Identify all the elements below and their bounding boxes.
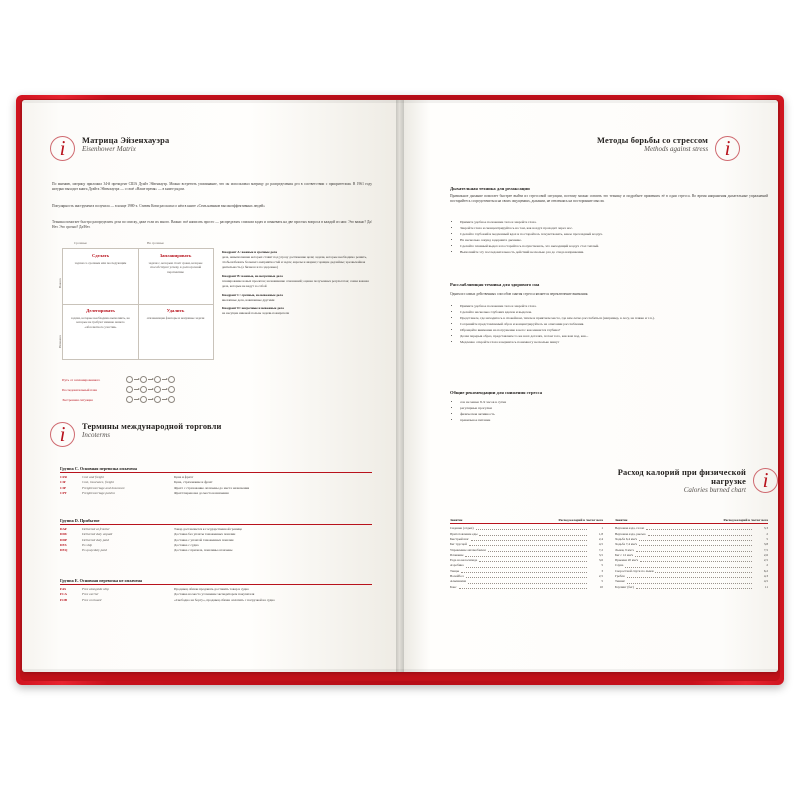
incoterm-row: DAF Delivered at frontier Товар доставляется к государственной границе bbox=[60, 527, 242, 531]
list-item: • правильное питание bbox=[460, 418, 774, 423]
list-item: • Сделайте плавный выдох и постарайтесь почувствовать, что выходящий воздух стал теплый. bbox=[460, 244, 774, 249]
stress-sub-2-text: Одним из самых действенных способов снятия стресса является переключение внимания. bbox=[450, 292, 589, 296]
table-row: Танцы 3 Скоростной спуск по лыжи 6,2 bbox=[450, 568, 768, 573]
quadrant-note-b: Квадрант B: важные, но несрочные дела планирование новых проектов; налаживание отношений; оценка полученных результатов; самая важная дела, которые не ведут за собой bbox=[222, 273, 369, 288]
left-section-eisenhower-header bbox=[50, 136, 170, 160]
eisenhower-intro-1: По мнению, матрицу приложил 34-й президент США Дуайт Эйзенхауэр. Можно встретить упоминание, что он использовал матрицу до распределения дел в соответствии с приоритетами. В 1961 году натурно выходит книга Дуайта Эйзенхауэра — о своё «Наше время» — в книге рядом. bbox=[52, 182, 372, 192]
legend-chain bbox=[126, 386, 175, 393]
list-item: • Делая перерыв образ, представляем то же всех деталях, потом того, как вам под, как... bbox=[460, 334, 774, 339]
matrix-cell-do: Сделать задачи со срочным или последующим bbox=[74, 253, 127, 265]
matrix-row-label-not-important: Неважно bbox=[58, 335, 62, 348]
table-row: Волейбол 2,5 Гребля 4,3 bbox=[450, 574, 768, 579]
eisenhower-intro-3: Техника помогает быстро распределить дела по списку, даже если их много. Важно: всё написать просто — распределять списком задач и сомневать на две простых вопроса в каждой из них: Это важно? Да/Нет. Это срочно? Да/Нет. bbox=[52, 220, 372, 230]
list-item: • Обращайте внимание на погружение в него: как меняется глубина? bbox=[460, 328, 774, 333]
eisenhower-matrix bbox=[62, 248, 214, 360]
list-item: • Сохраняйте представляемый образ и концентрируйтесь на описании расслабления. bbox=[460, 322, 774, 327]
incoterm-row: CPT Freight/carriage paid to Фрахт/перевозка до места назначения bbox=[60, 490, 229, 495]
notebook-pages bbox=[22, 100, 778, 672]
stress-general-list bbox=[454, 400, 774, 424]
legend-chain bbox=[126, 396, 175, 403]
incoterms-title-ru: Термины международной торговли bbox=[82, 422, 222, 431]
stress-breathing-list bbox=[454, 220, 774, 256]
matrix-col-label-urgent: Срочные bbox=[74, 241, 87, 245]
incoterm-row: CIF Cost, insurance, freight Цена, страхование и фрахт bbox=[60, 480, 213, 485]
incoterms-title-en: Incoterms bbox=[82, 431, 110, 439]
incoterm-row: DDU Delivered duty unpaid Доставка без уплаты таможенных пошлин bbox=[60, 532, 236, 537]
stress-sub-1: Дыхательная техника для релаксации bbox=[450, 186, 530, 191]
incoterms-group-c: Группа C. Основная перевозка оплачена CFR Cost and freight Цена и фрахт CIF Cost, insurance, freight Цена, страхование и фрахт CIP Freight/carriage and insurance Фрахт с страхование оплачены до места назначения CPT Freight/carriage paid to Фрахт/перевозка до места назначения bbox=[60, 466, 372, 496]
list-item: • Примите удобное положение тела и закройте глаза. bbox=[460, 220, 774, 225]
matrix-col-label-not-urgent: Не срочные bbox=[147, 241, 164, 245]
legend-row-emergency: Экстренная ситуация bbox=[62, 396, 232, 403]
incoterm-row: FOB Free on board «Свободно на борту», продавец обязан оплатить с погрузкой на судно bbox=[60, 597, 275, 602]
list-item: • физическая активность bbox=[460, 412, 774, 417]
info-icon: i bbox=[50, 422, 75, 447]
right-section-stress-header bbox=[597, 136, 740, 160]
table-row: Управление автомобилем 7,2 Лыжи, 9 км/ч 7,5 bbox=[450, 547, 768, 552]
table-row: Быстрый шаг 2,4 Ходьба 6,4 км/ч 5 bbox=[450, 536, 768, 541]
incoterm-row: DEQ Ex quay/duty paid Доставка с причала, пошлины оплачены bbox=[60, 548, 233, 553]
stress-sleep-list bbox=[454, 304, 774, 346]
table-row: Приготовление еды 1,8 Верховая езда, рысью 2 bbox=[450, 531, 768, 536]
stress-title-en: Methods against stress bbox=[644, 145, 709, 153]
list-item: • сон не менее 8–9 часов в сутки bbox=[460, 400, 774, 405]
quadrant-notes bbox=[222, 250, 372, 316]
stress-title-ru: Методы борьбы со стрессом bbox=[597, 136, 709, 145]
list-item: • Выполняйте эту последовательность действий несколько раз до спада напряжения. bbox=[460, 250, 774, 255]
incoterm-row: FCA Free carrier Доставка на место уточнение экспедитором покупателя bbox=[60, 592, 255, 597]
info-icon: i bbox=[50, 136, 75, 161]
list-item: • Сделайте несколько глубоких вдохов и выдохов. bbox=[460, 310, 774, 315]
quadrant-note-a: Квадрант А: важные и срочные дела дела, невыполнение которых ставит под угрозу достижение цели; задачи, которые необходимо решить, чтобы избежать большего неприятностей и задач; авралы и аварии; горящие дедлайны; чрезвычайная деятельность (а бизнесе и по здоровью) bbox=[222, 250, 367, 269]
info-icon: i bbox=[715, 136, 740, 161]
flow-legend bbox=[62, 376, 232, 406]
incoterm-row: CIP Freight/carriage and insurance Фрахт с страхование оплачены до места назначения bbox=[60, 485, 250, 490]
calories-title-en: Calories burned chart bbox=[683, 486, 746, 494]
eisenhower-title-en: Eisenhower Matrix bbox=[82, 145, 136, 153]
list-item: • Закройте глаза и сконцентрируйтесь на том, как воздух проходит через нос. bbox=[460, 226, 774, 231]
table-row: Бег трусцой 4,5 Ходьба 7,4 км/ч 3,8 bbox=[450, 542, 768, 547]
quadrant-note-c: Квадрант C: срочные, но неважные дела внезапные дела, навязанные другими bbox=[222, 292, 283, 302]
incoterm-row: CFR Cost and freight Цена и фрахт bbox=[60, 475, 194, 479]
stress-sub-2: Расслабляющая техника для здорового сна bbox=[450, 282, 540, 287]
table-row: Аэробика 5 Сауна 2 bbox=[450, 563, 768, 568]
list-item: • Примите удобное положение тела и закройте глаза. bbox=[460, 304, 774, 309]
list-item: • Представьте, где находитесь в спокойном, тихом и приятном месте, где вам легко расслабиться (например, в лесу, на пляже и т.п.). bbox=[460, 316, 774, 321]
table-row: Бокс 10 Боулинг (бег) 11 bbox=[450, 584, 768, 589]
legend-row-sequential: Последовательный план bbox=[62, 386, 232, 393]
calories-table-header: Занятие Расход калорий в час/кг веса Занятие Расход калорий в час/кг веса bbox=[450, 518, 768, 524]
incoterms-group-d: Группа D. Прибытие DAF Delivered at frontier Товар доставляется к государственной границе DDU Delivered duty unpaid Доставка без уплаты таможенных пошлин DDP Delivered duty paid Доставка с уплатой таможенных пошлин DES Ex ship Доставка с судна DEQ Ex quay/duty paid Доставка с причала, пошлины оплачены bbox=[60, 518, 372, 553]
matrix-cell-plan: Запланировать задачи с, которым стоит сроки, которые способствуют успеху, в долгосрочной перспективе bbox=[148, 253, 203, 274]
table-row: Езда на велосипеде 3,6 Прыжки 20 км/ч 2,5 bbox=[450, 558, 768, 563]
matrix-cell-delete: Удалить отвлекающие факторы и ненужные задачи bbox=[146, 308, 205, 320]
eisenhower-intro-2: Популярность инструмента получила — в конце 1980-х. Стивен Кови рассказал о нём в книге «Семь навыков высокоэффективных людей» bbox=[52, 204, 266, 208]
list-item: • Медленно откройте глаза и вернитесь понемногу несколько минут bbox=[460, 340, 774, 345]
table-row: Альпинизм 5 Теннис 4,5 bbox=[450, 579, 768, 584]
quadrant-note-d: Квадрант D: несрочные и неважные дела не несущие никакой пользы задачи-пожиратели bbox=[222, 306, 290, 316]
incoterm-row: FAS Free alongside ship Продавец обязан продавать доставить товар в судно bbox=[60, 587, 249, 591]
info-icon: i bbox=[753, 468, 778, 493]
list-item: • Сделайте глубокий и медленный вдох и постарайтесь почувствовать, какое прохладный воздух. bbox=[460, 232, 774, 237]
legend-row-planned: Путь от запланированного bbox=[62, 376, 232, 383]
calories-table bbox=[450, 518, 768, 590]
matrix-cell-delegate: Делегировать задачи, которые необходимо выполнить, но которые не требуют именно вашего «абсолютного участия» bbox=[71, 308, 130, 329]
table-row: Плавание 3,5 Бег с 12 км/ч 2,6 bbox=[450, 552, 768, 557]
notebook-spine bbox=[396, 100, 404, 672]
incoterm-row: DES Ex ship Доставка с судна bbox=[60, 542, 199, 547]
incoterms-group-e: Группа E. Основная перевозка не оплачена FAS Free alongside ship Продавец обязан продавать доставить товар в судно FCA Free carrier Доставка на место уточнение экспедитором покупателя FOB Free on board «Свободно на борту», продавец обязан оплатить с погрузкой на судно bbox=[60, 578, 372, 603]
right-section-calories-header bbox=[597, 468, 778, 494]
stress-sub-1-text: Правильное дыхание помогает быстрее выйти из стрессовой ситуации, поэтому можно освоить это технику и подробнее применять её в одни стресса. Во время напряжения дыхательные упражнений постарайтесь сосредоточиться на своих ощущениях, дыхании, не отвлекаясь на посторонние мысли. bbox=[450, 194, 768, 204]
left-section-incoterms-header bbox=[50, 422, 222, 446]
matrix-row-label-important: Важно bbox=[58, 278, 62, 288]
incoterm-row: DDP Delivered duty paid Доставка с уплатой таможенных пошлин bbox=[60, 537, 234, 542]
list-item: • регулярные прогулки bbox=[460, 406, 774, 411]
list-item: • На несколько секунд задержите дыхание. bbox=[460, 238, 774, 243]
stress-sub-3: Общие рекомендации для снижения стресса bbox=[450, 390, 543, 395]
calories-title-ru: Расход калорий при физической нагрузке bbox=[617, 468, 746, 486]
legend-chain bbox=[126, 376, 175, 383]
eisenhower-title-ru: Матрица Эйзенхауэра bbox=[82, 136, 170, 145]
table-row: Сидение (отдых) 1 Верховая езда, галоп 3,3 bbox=[450, 526, 768, 531]
